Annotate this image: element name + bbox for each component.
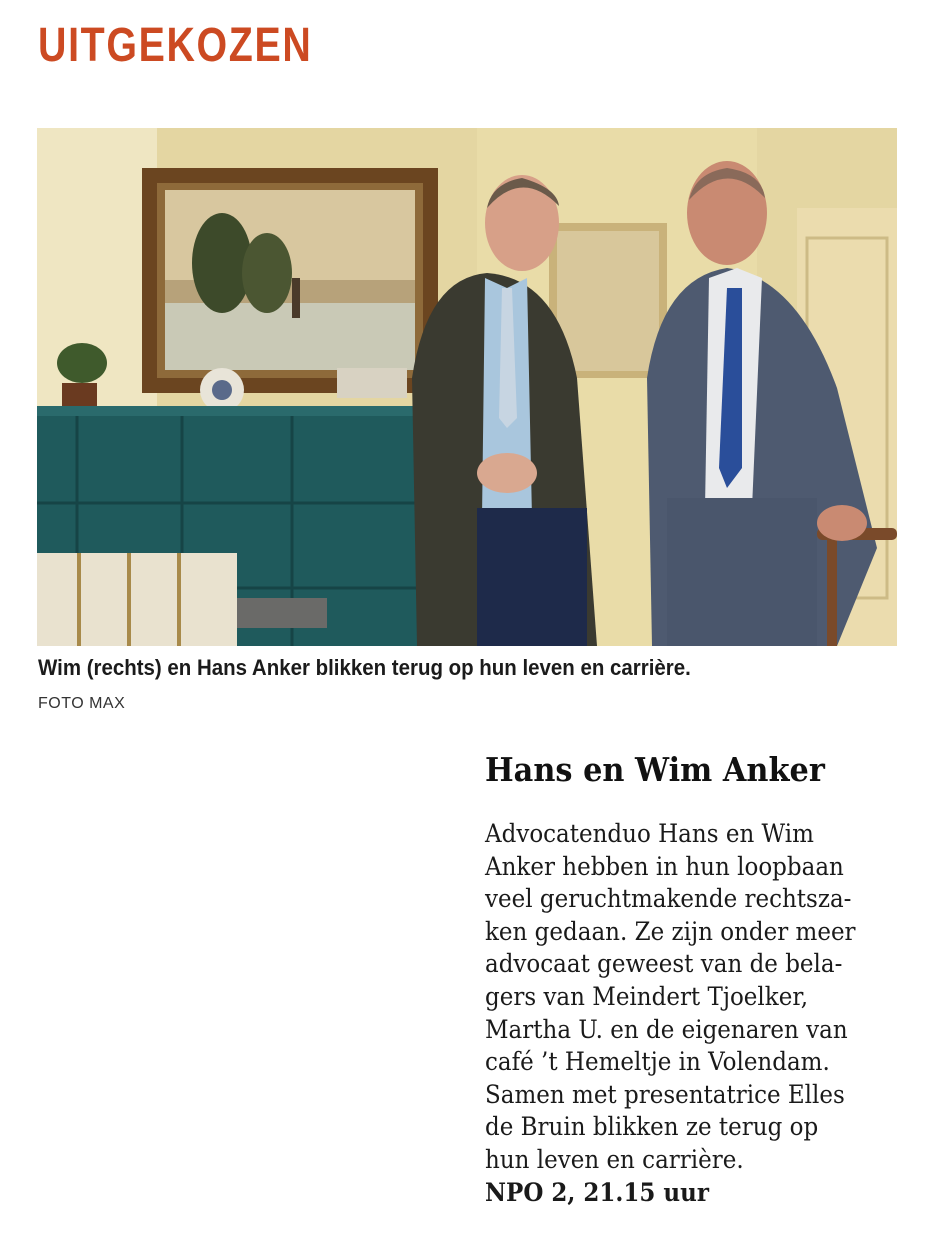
article-line: Advocatenduo Hans en Wim	[485, 819, 814, 848]
photo-credit: FOTO MAX	[38, 695, 126, 712]
article-line: Anker hebben in hun loopbaan	[485, 851, 844, 881]
article-body	[485, 818, 895, 1209]
broadcast-info: NPO 2, 21.15 uur	[485, 1177, 709, 1207]
article-line: ken gedaan. Ze zijn onder meer	[485, 916, 856, 946]
article-title: Hans en Wim Anker	[485, 750, 825, 789]
section-label: UITGEKOZEN	[38, 19, 313, 72]
article-line: Samen met presentatrice Elles	[485, 1079, 845, 1109]
article-line: veel geruchtmakende rechtsza-	[485, 884, 852, 914]
article-line: advocaat geweest van de bela-	[485, 949, 843, 979]
article-line: de Bruin blikken ze terug op	[485, 1112, 819, 1142]
article-line: café ’t Hemeltje in Volendam.	[485, 1047, 830, 1077]
article-photo	[37, 128, 897, 646]
article-line: gers van Meindert Tjoelker,	[485, 981, 809, 1011]
article-line: Martha U. en de eigenaren van	[485, 1014, 848, 1044]
photo-caption: Wim (rechts) en Hans Anker blikken terug op hun leven en carrière.	[38, 655, 691, 680]
article-line: hun leven en carrière.	[485, 1144, 744, 1174]
photo-illustration	[37, 128, 897, 646]
